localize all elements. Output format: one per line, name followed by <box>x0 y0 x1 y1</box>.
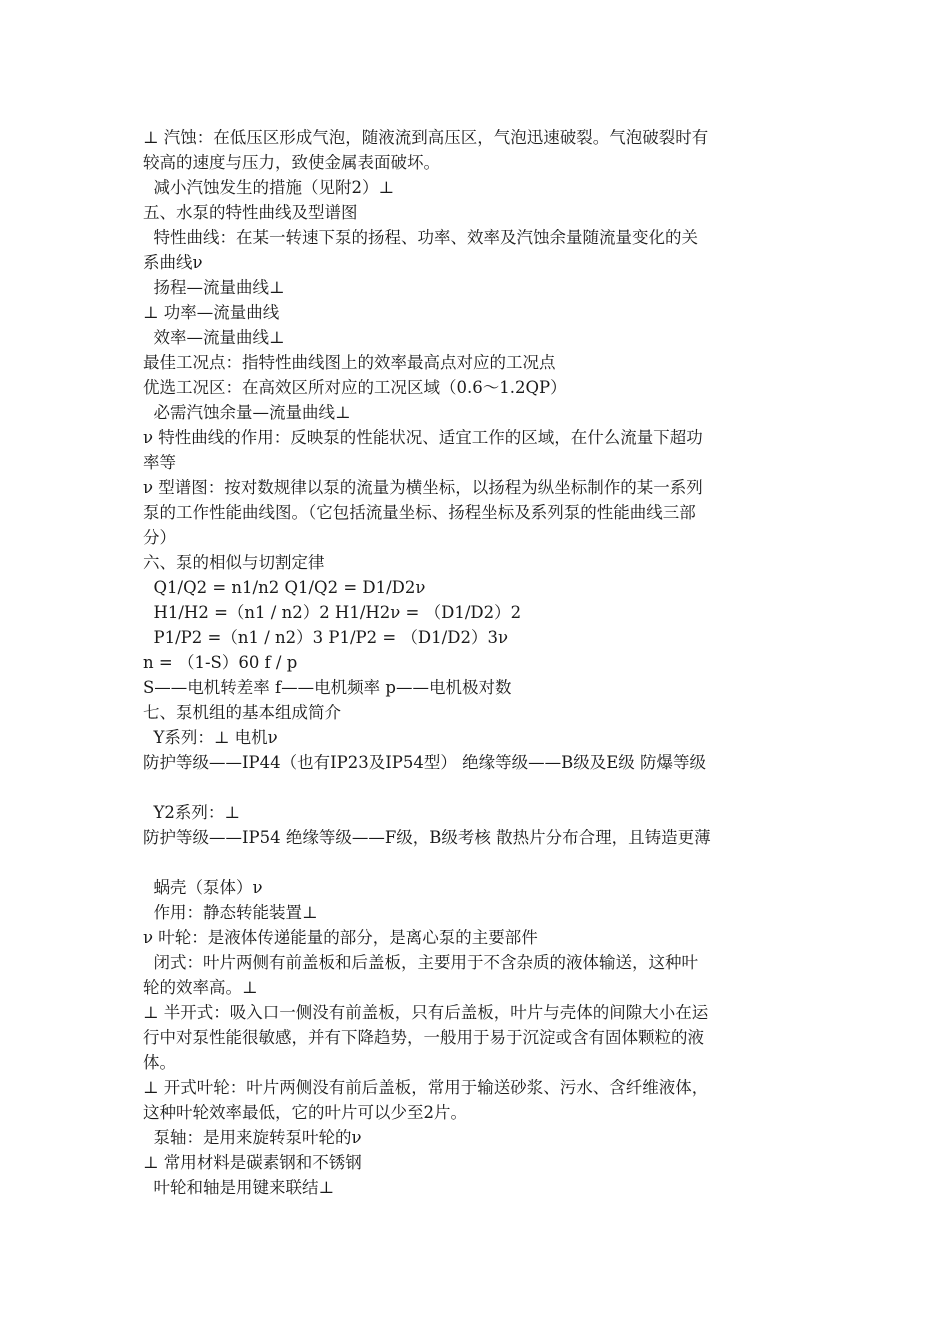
text-line: ⊥ 汽蚀：在低压区形成气泡，随液流到高压区，气泡迅速破裂。气泡破裂时有 <box>143 128 709 147</box>
text-line: 作用：静态转能装置⊥ <box>143 903 318 922</box>
text-line: 叶轮和轴是用键来联结⊥ <box>143 1178 335 1197</box>
text-line: 分） <box>143 528 176 547</box>
text-line: 防护等级——IP54 绝缘等级——F级，B级考核 散热片分布合理，且铸造更薄 <box>143 828 711 847</box>
blank-line <box>143 850 808 875</box>
text-line: ν 特性曲线的作用：反映泵的性能状况、适宜工作的区域，在什么流量下超功 <box>143 428 703 447</box>
text-line: 扬程—流量曲线⊥ <box>143 278 285 297</box>
text-line: 必需汽蚀余量—流量曲线⊥ <box>143 403 351 422</box>
text-line: 蜗壳（泵体）ν <box>143 878 263 897</box>
text-line: S——电机转差率 f——电机频率 p——电机极对数 <box>143 678 512 697</box>
text-line: 减小汽蚀发生的措施（见附2）⊥ <box>143 178 395 197</box>
text-line: 优选工况区：在高效区所对应的工况区域（0.6～1.2QP） <box>143 378 567 397</box>
section-heading: 五、水泵的特性曲线及型谱图 <box>143 203 358 222</box>
text-line: ν 叶轮：是液体传递能量的部分，是离心泵的主要部件 <box>143 928 538 947</box>
formula-line: H1/H2 =（n1 / n2）2 H1/H2ν = （D1/D2）2 <box>143 603 522 622</box>
text-line: 轮的效率高。⊥ <box>143 978 258 997</box>
text-line: 率等 <box>143 453 176 472</box>
text-line: 最佳工况点：指特性曲线图上的效率最高点对应的工况点 <box>143 353 556 372</box>
section-heading: 七、泵机组的基本组成简介 <box>143 703 341 722</box>
text-line: 泵轴：是用来旋转泵叶轮的ν <box>143 1128 362 1147</box>
text-line: 闭式：叶片两侧有前盖板和后盖板，主要用于不含杂质的液体输送，这种叶 <box>143 953 698 972</box>
text-line: Y系列：⊥ 电机ν <box>143 728 278 747</box>
text-line: ⊥ 功率—流量曲线 <box>143 303 280 322</box>
text-line: 行中对泵性能很敏感，并有下降趋势，一般用于易于沉淀或含有固体颗粒的液 <box>143 1028 704 1047</box>
text-line: Y2系列：⊥ <box>143 803 240 822</box>
text-line: 泵的工作性能曲线图。（它包括流量坐标、扬程坐标及系列泵的性能曲线三部 <box>143 503 696 522</box>
text-line: ν 型谱图：按对数规律以泵的流量为横坐标，以扬程为纵坐标制作的某一系列 <box>143 478 703 497</box>
text-line: ⊥ 常用材料是碳素钢和不锈钢 <box>143 1153 362 1172</box>
text-line: ⊥ 开式叶轮：叶片两侧没有前后盖板，常用于输送砂浆、污水、含纤维液体， <box>143 1078 709 1097</box>
text-line: 系曲线ν <box>143 253 203 272</box>
text-line: 体。 <box>143 1053 176 1072</box>
section-heading: 六、泵的相似与切割定律 <box>143 553 325 572</box>
text-line: 特性曲线：在某一转速下泵的扬程、功率、效率及汽蚀余量随流量变化的关 <box>143 228 698 247</box>
text-line: 较高的速度与压力，致使金属表面破坏。 <box>143 153 440 172</box>
text-line: 防护等级——IP44（也有IP23及IP54型） 绝缘等级——B级及E级 防爆等级 <box>143 753 707 772</box>
formula-line: n = （1-S）60 f / p <box>143 653 298 672</box>
formula-line: P1/P2 =（n1 / n2）3 P1/P2 = （D1/D2）3ν <box>143 628 508 647</box>
text-line: 效率—流量曲线⊥ <box>143 328 285 347</box>
text-line: 这种叶轮效率最低，它的叶片可以少至2片。 <box>143 1103 467 1122</box>
text-line: ⊥ 半开式：吸入口一侧没有前盖板，只有后盖板，叶片与壳体的间隙大小在运 <box>143 1003 709 1022</box>
blank-line <box>143 775 808 800</box>
document-body <box>143 125 808 1200</box>
formula-line: Q1/Q2 = n1/n2 Q1/Q2 = D1/D2ν <box>143 578 426 597</box>
